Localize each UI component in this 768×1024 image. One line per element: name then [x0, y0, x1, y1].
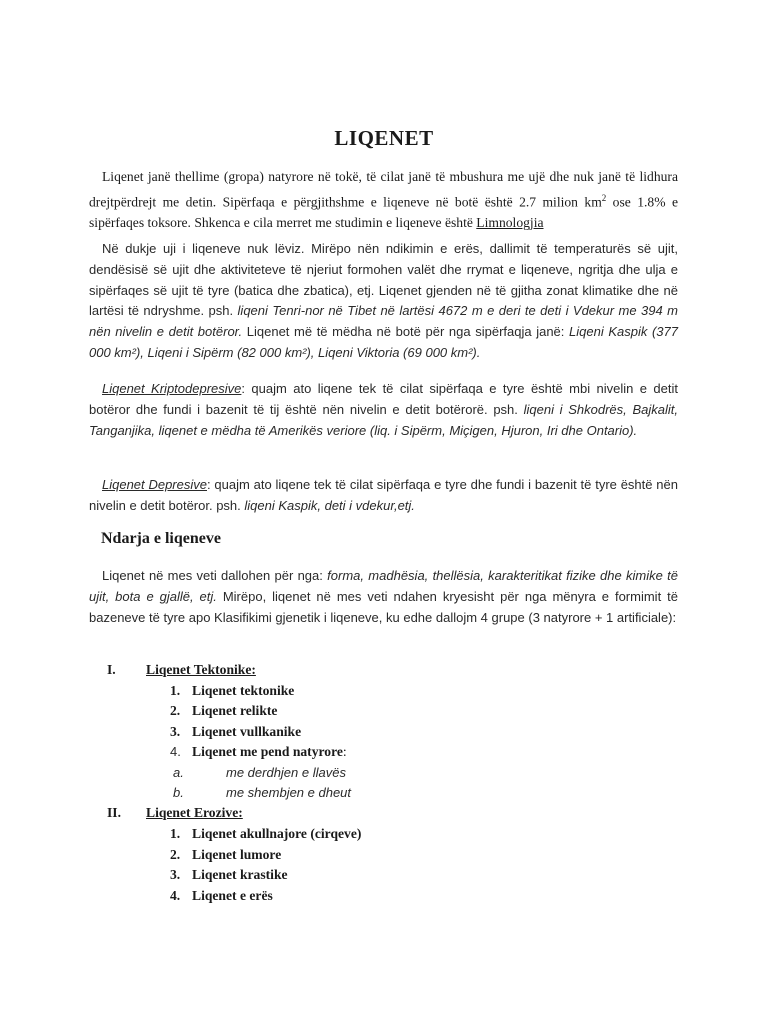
list-item-label: Liqenet akullnajore (cirqeve)	[192, 826, 362, 841]
list-item-number: 1.	[170, 683, 181, 698]
list-item-label: Liqenet tektonike	[192, 683, 295, 698]
list-item-number: 1.	[170, 826, 181, 841]
list-item-label: Liqenet krastike	[192, 867, 288, 882]
classification-paragraph	[89, 566, 678, 628]
list-item-number: 2.	[170, 847, 181, 862]
list-subitem-label: me shembjen e dheut	[226, 785, 352, 800]
section-heading: Ndarja e liqeneve	[101, 530, 221, 547]
list-item-number: 4.	[170, 744, 181, 759]
cryptodepressive-paragraph	[89, 379, 678, 441]
intro-text-1: Liqenet janë thellime (gropa) natyrore në tokë, të cilat janë të mbushura me ujë dhe nuk janë të lidhura drejtpërdrejt me detin. Sipërfaqa e përgjithshme e liqeneve në botë është 2.7 milion km	[89, 169, 678, 210]
list-item-number: 4.	[170, 888, 181, 903]
cryptodepressive-term: Liqenet Kriptodepresive	[102, 381, 242, 396]
superscript: 2	[601, 192, 607, 203]
list-group-number: I.	[107, 662, 116, 677]
list-item-text: Liqenet me pend natyrore	[192, 744, 343, 759]
classification-text-1: Liqenet në mes veti dallohen për nga:	[102, 568, 328, 583]
list-item-label: Liqenet vullkanike	[192, 724, 302, 739]
list-item-number: 3.	[170, 867, 181, 882]
list-item-number: 3.	[170, 724, 181, 739]
list-item-label: Liqenet lumore	[192, 847, 282, 862]
list-group-number: II.	[107, 805, 121, 820]
list-item-label: Liqenet relikte	[192, 703, 278, 718]
list-subitem-letter: a.	[173, 765, 184, 780]
list-item-label: Liqenet e erës	[192, 888, 273, 903]
altitude-example: liqeni Tenri-nor në Tibet në lartësi 4672 m e deri te deti i Vdekur me 394 m nën nivelin e detit botëror.	[89, 303, 678, 340]
list-group-label: Liqenet Erozive:	[146, 805, 243, 820]
classification-text-2: Mirëpo, liqenet në mes veti ndahen kryesisht për nga mënyra e formimit të bazeneve të tyre apo Klasifikimi gjenetik i liqeneve, ku edhe dallojm 4 grupe (3 natyrore + 1 artificiale):	[89, 588, 678, 625]
list-item-suffix: :	[342, 744, 347, 759]
list-group-label: Liqenet Tektonike:	[146, 662, 256, 677]
limnologjia-link[interactable]: Limnologjia	[476, 215, 544, 231]
depressive-examples: liqeni Kaspik, deti i vdekur,etj.	[244, 497, 415, 513]
cryptodepressive-text: : quajm ato liqene tek të cilat sipërfaqa e tyre është mbi nivelin e detit botëror dhe fundi i bazenit të tij është nën nivelin e detit botërorë. psh.	[89, 381, 678, 417]
list-item-number: 2.	[170, 703, 181, 718]
list-subitem-label: me derdhjen e llavës	[226, 765, 346, 780]
cryptodepressive-examples: liqeni i Shkodrës, Bajkalit, Tanganjika, liqenet e mëdha të Amerikës veriore (liq. i Sipërm, Miçigen, Hjuron, Iri dhe Ontario).	[89, 401, 678, 438]
classification-italic: forma, madhësia, thellësia, karakteritikat fizike dhe kimike të ujit, bota e gjallë, etj.	[89, 568, 678, 604]
waves-text: Në dukje uji i liqeneve nuk lëviz. Mirëpo nën ndikimin e erës, dallimit të temperaturës së ujit, dendësisë së ujit dhe aktiviteteve të njeriut formohen valët dhe rrymat e liqeneve, ngritja dhe ulja e sipërfaqes së ujit të tyre (batica dhe zbatica), etj. Liqenet gjenden në të gjitha zonat klimatike dhe në lartësi të ndryshme. psh.	[89, 241, 678, 319]
largest-text: Liqenet më të mëdha në botë për nga sipërfaqja janë:	[242, 324, 570, 340]
list-subitem-letter: b.	[173, 785, 184, 800]
depressive-text: : quajm ato liqene tek të cilat sipërfaqa e tyre dhe fundi i bazenit të tyre është nën nivelin e detit botëror. psh.	[89, 477, 679, 513]
largest-lakes-example: Liqeni Kaspik (377 000 km²), Liqeni i Sipërm (82 000 km²), Liqeni Viktoria (69 000 km²).	[89, 324, 678, 360]
intro-text-2: ose 1.8% e sipërfaqes toksore. Shkenca e cila merret me studimin e liqeneve është	[89, 194, 678, 231]
intro-paragraph	[89, 167, 678, 234]
depressive-paragraph	[89, 475, 678, 517]
waves-paragraph	[89, 239, 678, 364]
page-title: LIQENET	[334, 126, 434, 150]
depressive-term: Liqenet Depresive	[102, 477, 207, 492]
list-item-label	[192, 744, 347, 760]
